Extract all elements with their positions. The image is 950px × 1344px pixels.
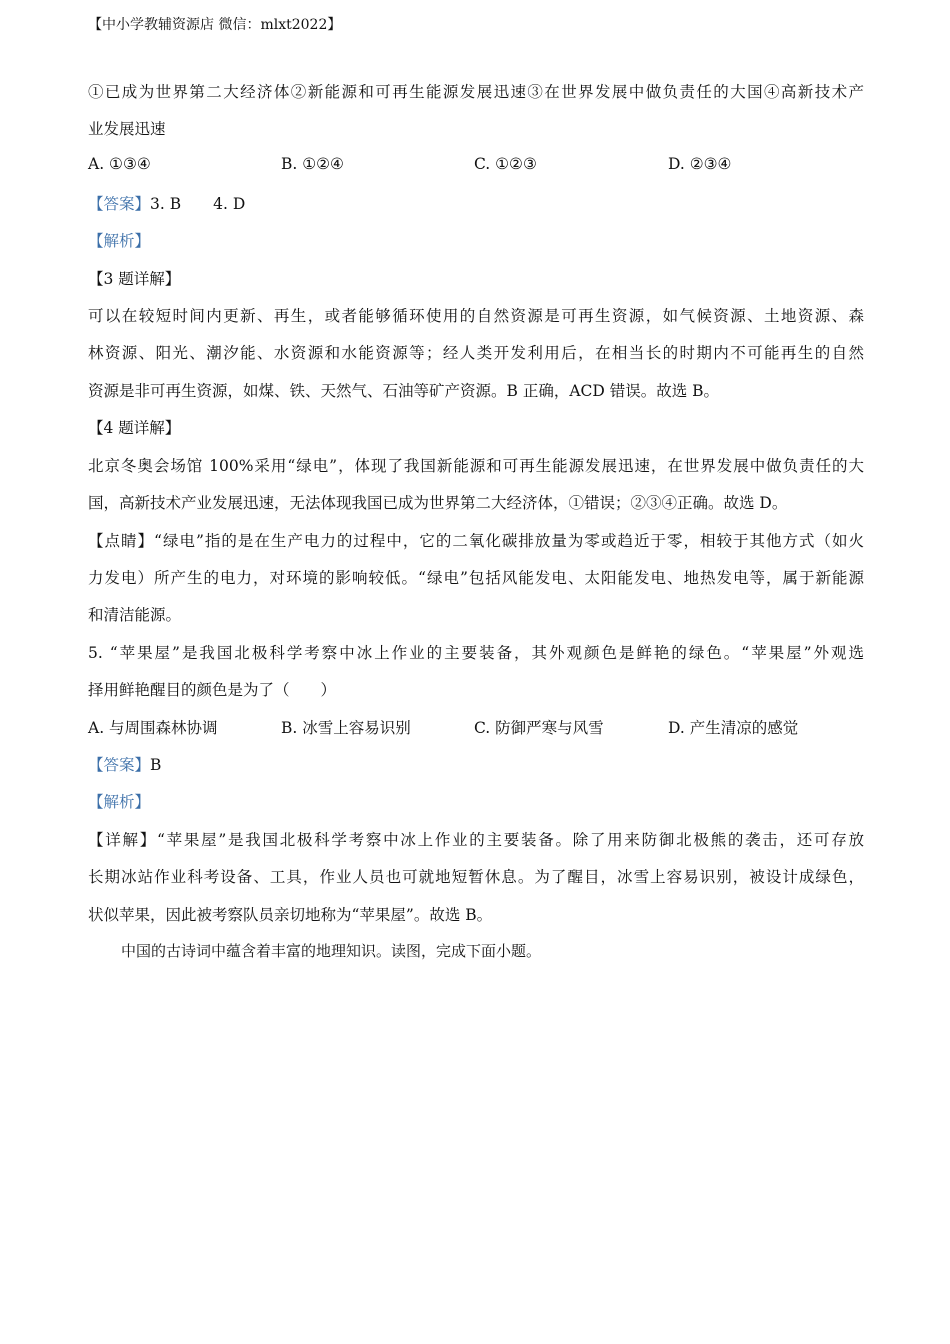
q5-answer: B [150,756,162,774]
q3-detail-heading: 【3 题详解】 [88,270,181,288]
q5-stem-line2: 择用鲜艳醒目的颜色是为了（ ） [88,681,337,699]
dianjing-tag: 【点睛】 [88,532,155,550]
q3-detail-line: 资源是非可再生资源，如煤、铁、天然气、石油等矿产资源。B 正确，ACD 错误。故选 B。 [88,382,720,400]
page-header: 【中小学教辅资源店 微信：mlxt2022】 [88,17,342,33]
analysis-tag: 【解析】 [88,232,151,250]
q5-detail-line3: 状似苹果，因此被考察队员亲切地称为“苹果屋”。故选 B。 [88,906,493,924]
q4-detail-line: 北京冬奥会场馆 100%采用“绿电”，体现了我国新能源和可再生能源发展迅速，在世界发展中做负责任的大 [88,457,864,475]
q5-detail-tag: 【详解】 [88,831,157,849]
dianjing-line1: 【点睛】“绿电”指的是在生产电力的过程中，它的二氧化碳排放量为零或趋近于零，相较于其他方式（如火 [88,532,864,550]
q4-detail-heading: 【4 题详解】 [88,419,181,437]
q4-stem-line1: ①已成为世界第二大经济体②新能源和可再生能源发展迅速③在世界发展中做负责任的大国④高新技术产 [88,83,864,101]
q5-answer-tag: 【答案】 [88,756,151,774]
q4-option-b: B. ①②④ [281,155,344,173]
q5-detail-line1: 【详解】“苹果屋”是我国北极科学考察中冰上作业的主要装备。除了用来防御北极熊的袭击，还可存放 [88,831,864,849]
q5-option-b: B. 冰雪上容易识别 [281,719,411,737]
q4-stem-line2: 业发展迅速 [88,120,166,138]
q5-detail-line2: 长期冰站作业科考设备、工具，作业人员也可就地短暂休息。为了醒目，冰雪上容易识别，被设计成绿色， [88,868,864,886]
answer-3: 3. B [150,195,182,213]
q5-analysis-tag: 【解析】 [88,793,151,811]
q4-option-a: A. ①③④ [88,155,151,173]
answer-tag: 【答案】 [88,195,151,213]
q5-stem-line1: 5. “苹果屋”是我国北极科学考察中冰上作业的主要装备，其外观颜色是鲜艳的绿色。“苹果屋”外观选 [88,644,864,662]
q5-answer-line [88,753,161,775]
q3-detail-line: 可以在较短时间内更新、再生，或者能够循环使用的自然资源是可再生资源，如气候资源、土地资源、森 [88,307,864,325]
q4-option-c: C. ①②③ [474,155,537,173]
dianjing-line2: 力发电）所产生的电力，对环境的影响较低。“绿电”包括风能发电、太阳能发电、地热发电等，属于新能源 [88,569,864,587]
dianjing-line3: 和清洁能源。 [88,606,182,624]
answer-line [88,192,245,214]
q3-detail-line: 林资源、阳光、潮汐能、水资源和水能资源等；经人类开发利用后，在相当长的时期内不可能再生的自然 [88,344,864,362]
q4-detail-line: 国，高新技术产业发展迅速，无法体现我国已成为世界第二大经济体，①错误；②③④正确。故选 D。 [88,494,788,512]
q5-option-c: C. 防御严寒与风雪 [474,719,604,737]
next-group-intro: 中国的古诗词中蕴含着丰富的地理知识。读图，完成下面小题。 [121,942,542,960]
q4-option-d: D. ②③④ [668,155,732,173]
answer-4: 4. D [213,195,246,213]
q5-option-a: A. 与周围森林协调 [88,719,218,737]
q5-option-d: D. 产生清凉的感觉 [668,719,799,737]
